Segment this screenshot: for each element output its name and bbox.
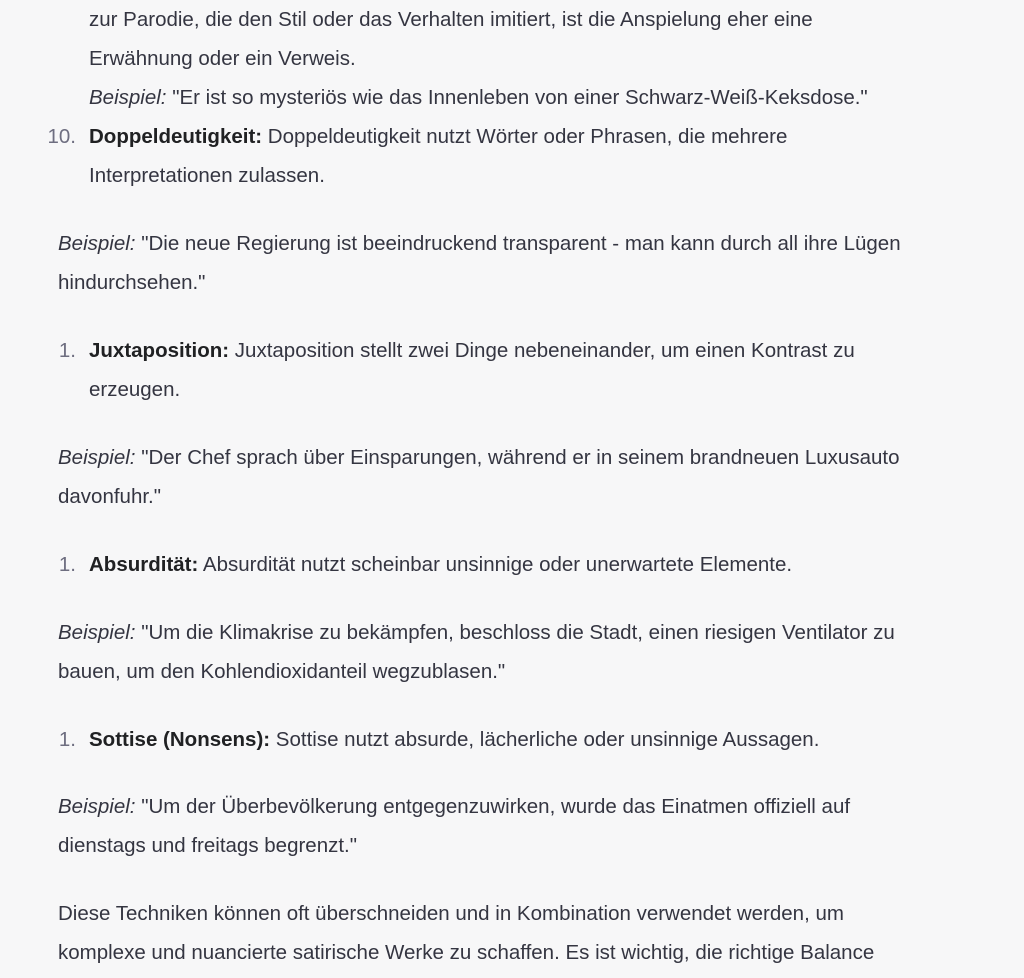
example-line: hindurchsehen." <box>58 271 206 294</box>
list-item-number: 1. <box>58 728 76 751</box>
example-text: "Er ist so mysteriös wie das Innenleben von einer Schwarz-Weiß-Keksdose." <box>166 86 868 109</box>
list-item-line: Interpretationen zulassen. <box>89 164 325 187</box>
list-item-continuation-line: Erwähnung oder ein Verweis. <box>89 47 356 70</box>
list-item-line <box>89 331 855 370</box>
example-label: Beispiel: <box>58 621 136 644</box>
example-label: Beispiel: <box>89 86 167 109</box>
list-item-text: Sottise nutzt absurde, lächerliche oder unsinnige Aussagen. <box>270 728 820 751</box>
example-label: Beispiel: <box>58 232 136 255</box>
list-item-example <box>89 78 868 117</box>
example-line <box>58 438 899 477</box>
list-item-line: erzeugen. <box>89 378 181 401</box>
example-line <box>58 224 901 263</box>
list-item-text: Juxtaposition stellt zwei Dinge nebeneinander, um einen Kontrast zu <box>229 339 855 362</box>
list-item-number: 1. <box>58 339 76 362</box>
list-item-text: Doppeldeutigkeit nutzt Wörter oder Phrasen, die mehrere <box>262 125 788 148</box>
list-item-term: Absurdität: <box>89 553 199 576</box>
example-line <box>58 613 895 652</box>
example-text: "Um die Klimakrise zu bekämpfen, beschloss die Stadt, einen riesigen Ventilator zu <box>135 621 895 644</box>
list-item-continuation-line: zur Parodie, die den Stil oder das Verhalten imitiert, ist die Anspielung eher eine <box>89 8 813 31</box>
list-item-line <box>89 545 792 584</box>
example-line: davonfuhr." <box>58 485 162 508</box>
paragraph-line: Diese Techniken können oft überschneiden und in Kombination verwendet werden, um <box>58 902 844 925</box>
list-item-text: Absurdität nutzt scheinbar unsinnige oder unerwartete Elemente. <box>198 553 793 576</box>
paragraph-line: komplexe und nuancierte satirische Werke zu schaffen. Es ist wichtig, die richtige Balance <box>58 941 875 964</box>
example-text: "Die neue Regierung ist beeindruckend transparent - man kann durch all ihre Lügen <box>135 232 901 255</box>
list-item-term: Doppeldeutigkeit: <box>89 125 263 148</box>
list-item-line <box>89 720 819 759</box>
example-line: bauen, um den Kohlendioxidanteil wegzublasen." <box>58 660 506 683</box>
list-item-number: 10. <box>47 125 76 148</box>
example-line <box>58 787 850 826</box>
list-item-number: 1. <box>58 553 76 576</box>
example-label: Beispiel: <box>58 795 136 818</box>
example-label: Beispiel: <box>58 446 136 469</box>
list-item-term: Juxtaposition: <box>89 339 230 362</box>
example-text: "Der Chef sprach über Einsparungen, während er in seinem brandneuen Luxusauto <box>135 446 900 469</box>
list-item-line <box>89 117 787 156</box>
example-text: "Um der Überbevölkerung entgegenzuwirken, wurde das Einatmen offiziell auf <box>135 795 851 818</box>
example-line: dienstags und freitags begrenzt." <box>58 834 358 857</box>
list-item-term: Sottise (Nonsens): <box>89 728 271 751</box>
